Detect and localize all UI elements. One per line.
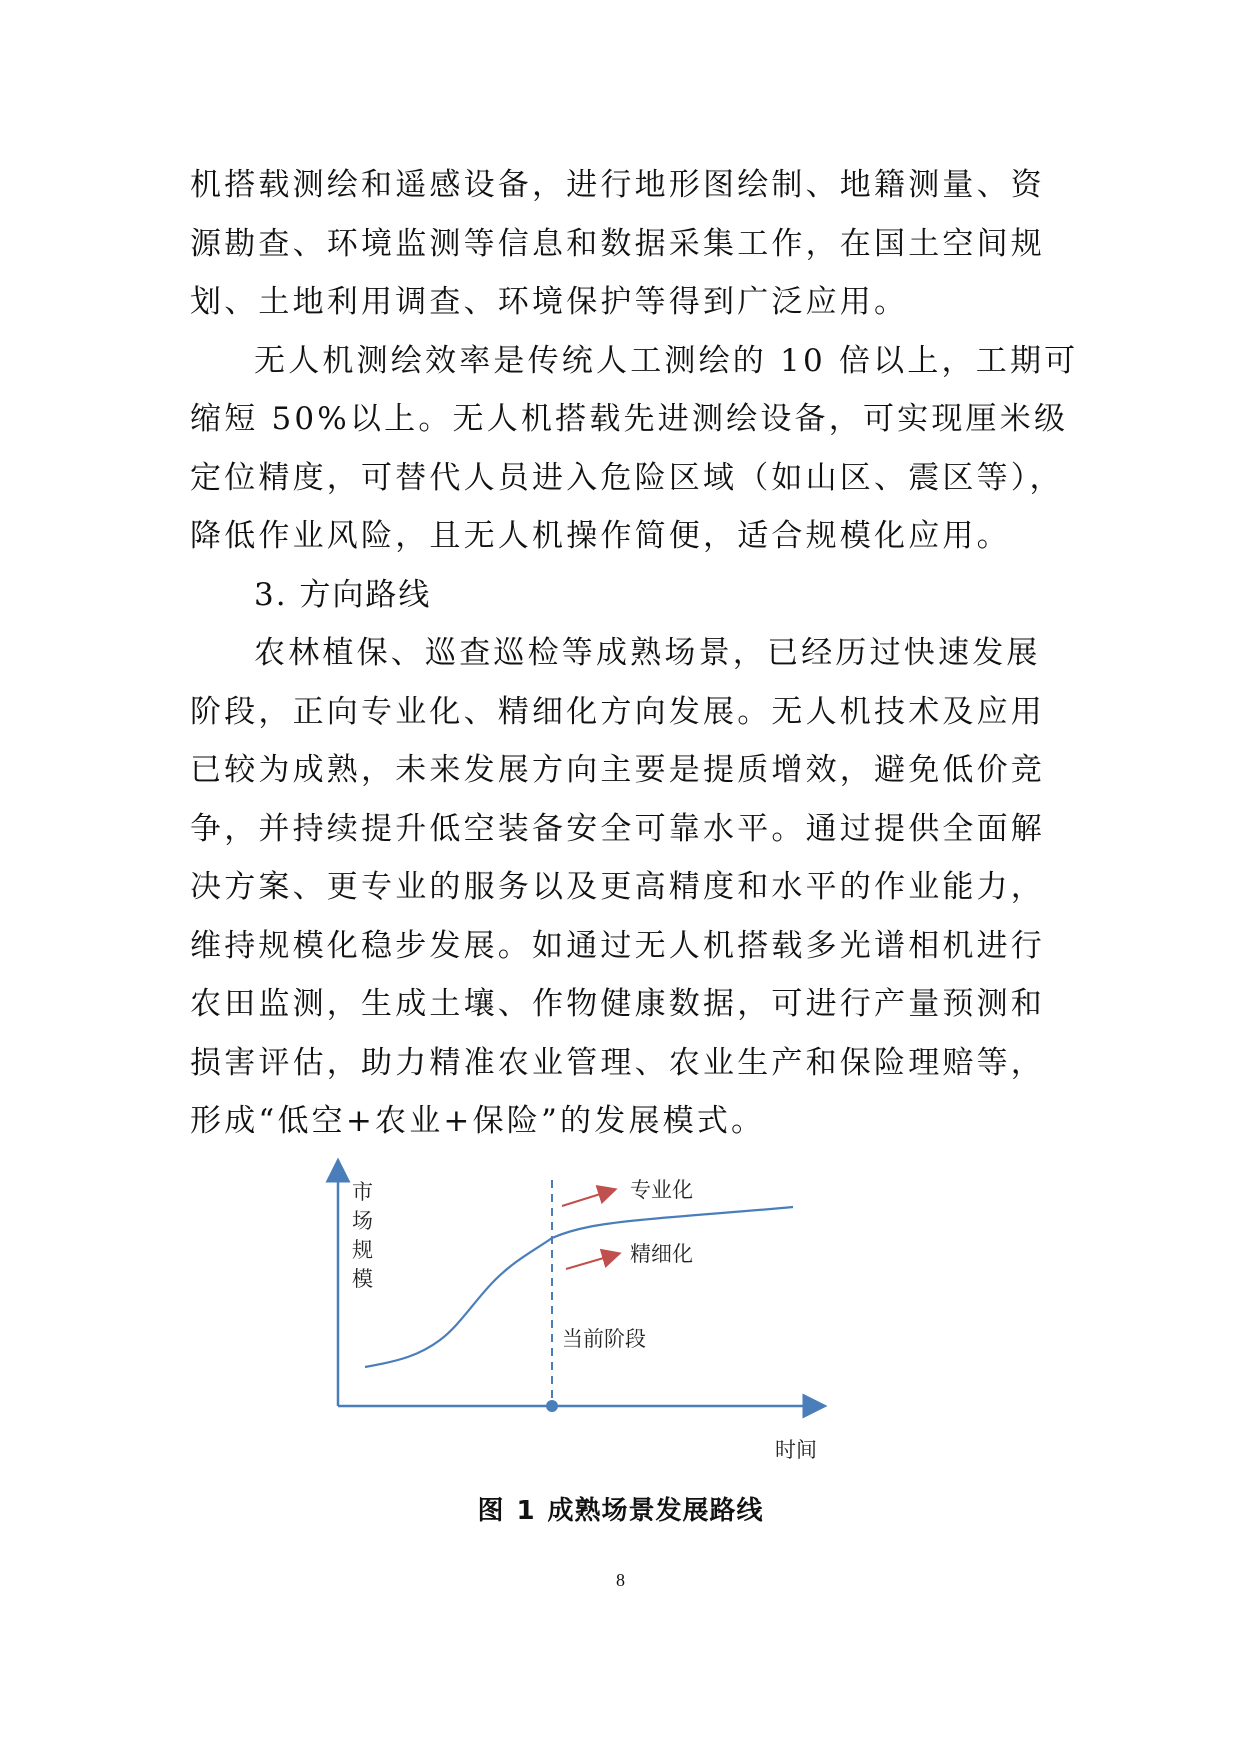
paragraph-line: 农田监测，生成土壤、作物健康数据，可进行产量预测和 — [190, 986, 1045, 1022]
caption-number: 1 — [516, 1496, 536, 1526]
page-number: 8 — [616, 1570, 625, 1590]
caption-prefix: 图 — [477, 1496, 505, 1526]
paragraph-line: 农林植保、巡查巡检等成熟场景，已经历过快速发展 — [254, 635, 1041, 671]
refinement-arrow — [566, 1255, 614, 1269]
current-stage-dot — [546, 1400, 558, 1412]
paragraph-line: 已较为成熟，未来发展方向主要是提质增效，避免低价竞 — [190, 752, 1045, 788]
chart-canvas — [320, 1150, 920, 1480]
paragraph-line: 源勘查、环境监测等信息和数据采集工作，在国土空间规 — [190, 225, 1045, 262]
paragraph-line: 机搭载测绘和遥感设备，进行地形图绘制、地籍测量、资 — [190, 167, 1045, 203]
paragraph-line: 无人机测绘效率是传统人工测绘的 10 倍以上，工期可 — [254, 342, 1079, 379]
paragraph-line: 争，并持续提升低空装备安全可靠水平。通过提供全面解 — [190, 810, 1045, 847]
figure-development-route — [320, 1150, 920, 1480]
paragraph-line: 缩短 50%以上。无人机搭载先进测绘设备，可实现厘米级 — [190, 401, 1069, 437]
label-refinement: 精细化 — [630, 1242, 693, 1266]
paragraph-line: 损害评估，助力精准农业管理、农业生产和保险理赔等， — [190, 1044, 1045, 1081]
y-axis-label — [352, 1178, 376, 1294]
paragraph-line: 维持规模化稳步发展。如通过无人机搭载多光谱相机进行 — [190, 927, 1045, 964]
figure-caption — [0, 1490, 1241, 1527]
label-current-stage: 当前阶段 — [562, 1327, 646, 1351]
paragraph-line: 形成“低空+农业+保险”的发展模式。 — [190, 1103, 766, 1139]
y-axis-label-char: 市 — [352, 1180, 373, 1204]
y-axis-label-char: 规 — [352, 1238, 373, 1262]
section-heading: 3. 方向路线 — [254, 576, 432, 613]
paragraph-line: 决方案、更专业的服务以及更高精度和水平的作业能力， — [190, 869, 1045, 905]
x-axis-label: 时间 — [775, 1438, 817, 1462]
y-axis-label-char: 模 — [352, 1267, 373, 1291]
paragraph-line: 定位精度，可替代人员进入危险区域（如山区、震区等）， — [190, 459, 1064, 496]
body-text — [190, 156, 1079, 1151]
label-professionalization: 专业化 — [630, 1178, 693, 1202]
caption-title: 成熟场景发展路线 — [547, 1496, 764, 1526]
paragraph-line: 划、土地利用调查、环境保护等得到广泛应用。 — [190, 284, 909, 320]
paragraph-line: 阶段，正向专业化、精细化方向发展。无人机技术及应用 — [190, 693, 1045, 730]
paragraph-line: 降低作业风险，且无人机操作简便，适合规模化应用。 — [190, 518, 1011, 554]
y-axis-label-char: 场 — [352, 1209, 373, 1233]
professionalization-arrow — [562, 1191, 610, 1206]
